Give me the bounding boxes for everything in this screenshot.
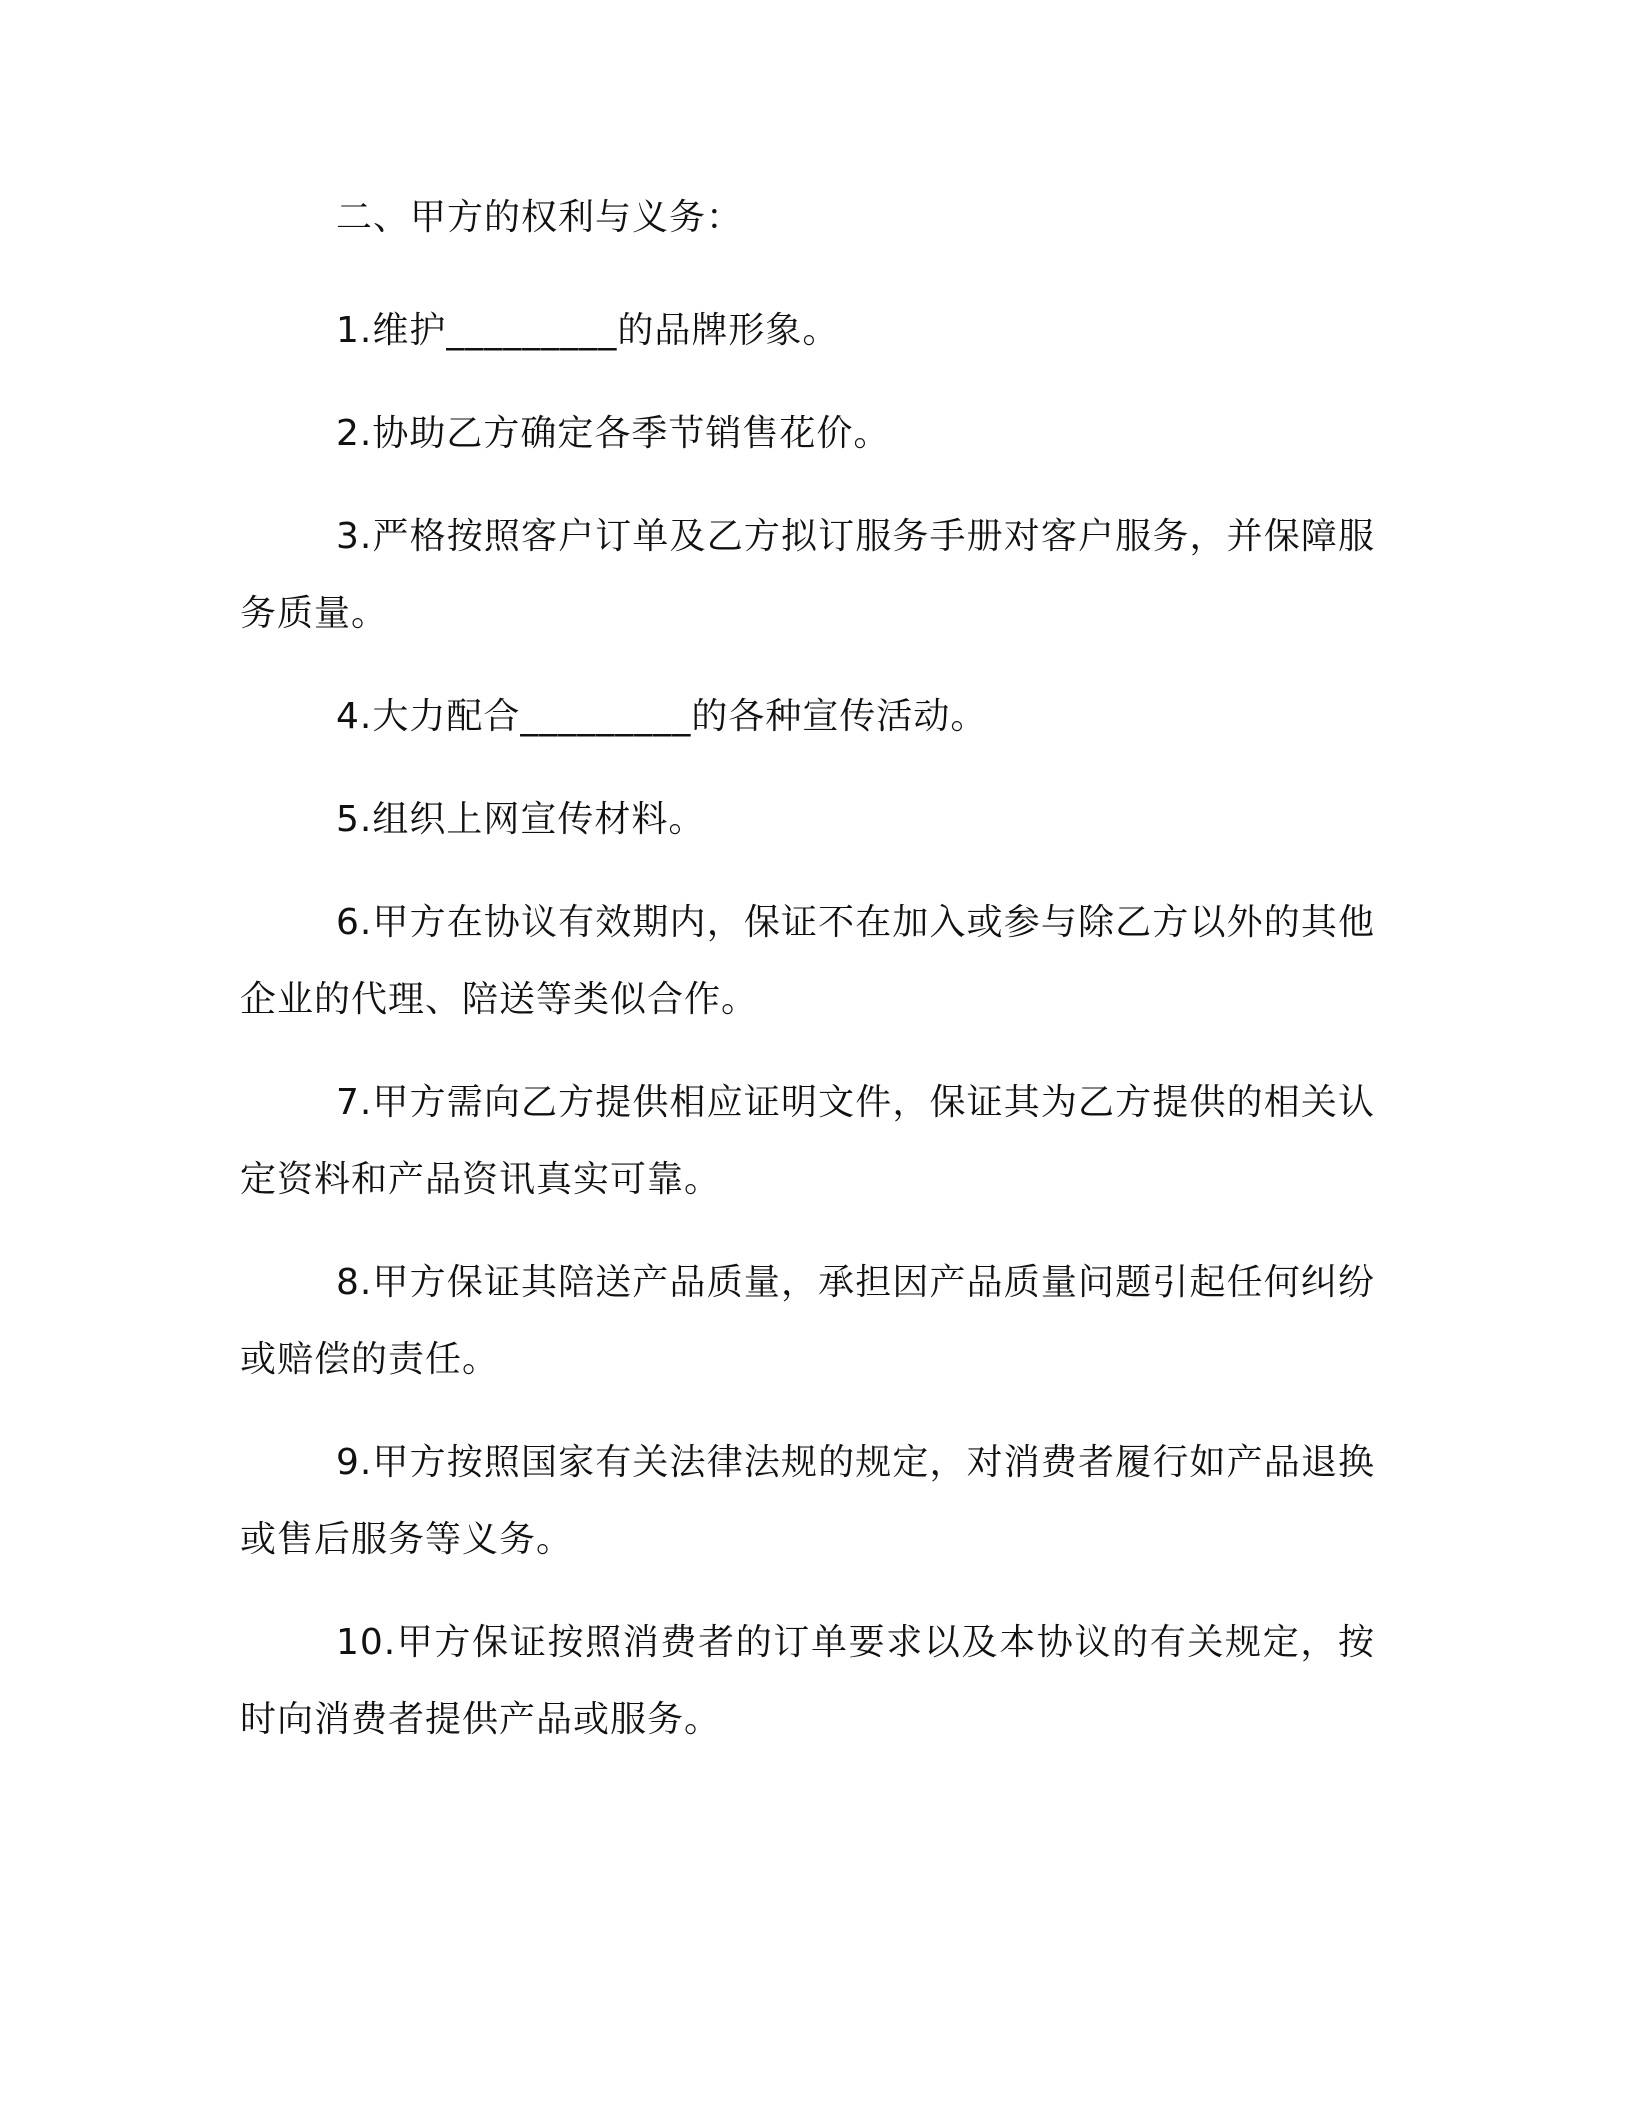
clause-3: 3.严格按照客户订单及乙方拟订服务手册对客户服务，并保障服务质量。 — [240, 516, 1375, 634]
clause-8: 8.甲方保证其陪送产品质量，承担因产品质量问题引起任何纠纷或赔偿的责任。 — [240, 1262, 1375, 1380]
clause-9: 9.甲方按照国家有关法律法规的规定，对消费者履行如产品退换或售后服务等义务。 — [240, 1442, 1375, 1560]
clause-10: 10.甲方保证按照消费者的订单要求以及本协议的有关规定，按时向消费者提供产品或服务。 — [240, 1622, 1375, 1740]
section-heading: 二、甲方的权利与义务： — [336, 197, 744, 238]
clause-4: 4.大力配合_________的各种宣传活动。 — [336, 696, 988, 737]
document-body — [240, 188, 1375, 1784]
clause-2: 2.协助乙方确定各季节销售花价。 — [336, 413, 891, 454]
clause-6: 6.甲方在协议有效期内，保证不在加入或参与除乙方以外的其他企业的代理、陪送等类似合作。 — [240, 902, 1375, 1020]
clause-7: 7.甲方需向乙方提供相应证明文件，保证其为乙方提供的相关认定资料和产品资讯真实可靠。 — [240, 1082, 1375, 1200]
clause-5: 5.组织上网宣传材料。 — [336, 799, 706, 840]
clause-1: 1.维护_________的品牌形象。 — [336, 310, 840, 351]
